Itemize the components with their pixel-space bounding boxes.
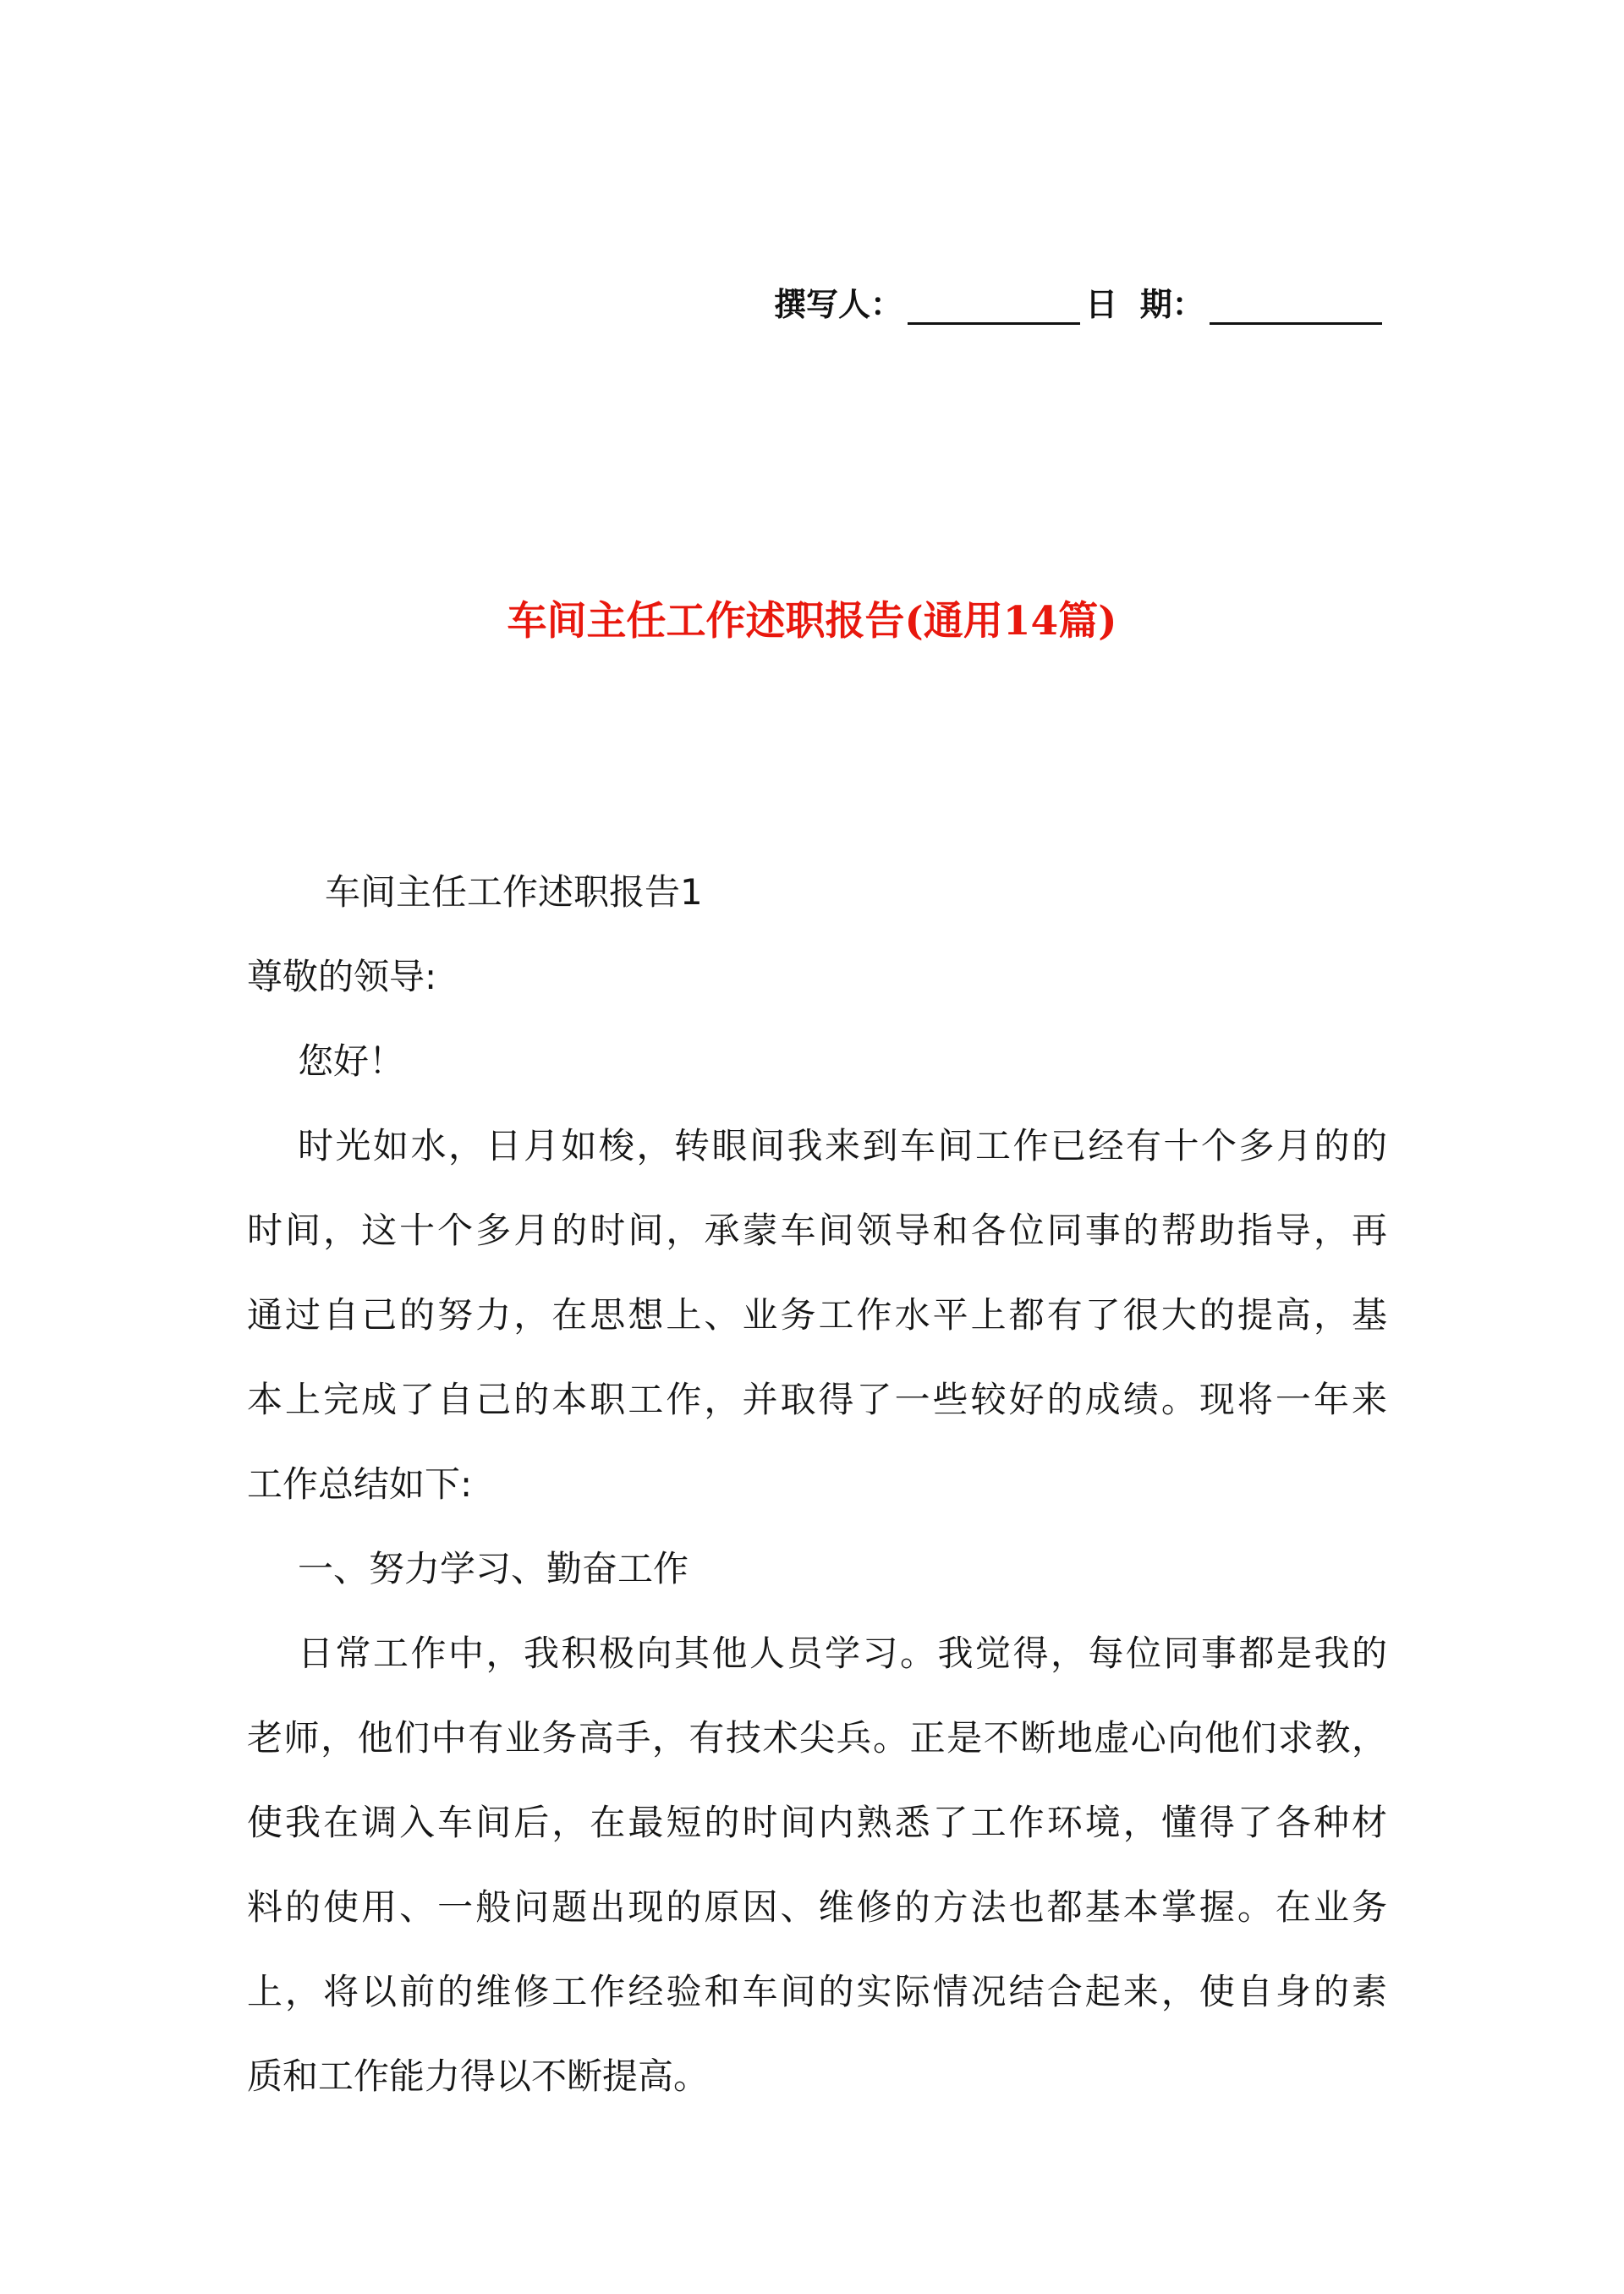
- date-label: 日 期：: [1085, 286, 1204, 323]
- author-date-line: [774, 279, 1387, 330]
- paragraph-line: 上，将以前的维修工作经验和车间的实际情况结合起来，使自身的素: [247, 1971, 1387, 2012]
- paragraph-line: 工作总结如下:: [247, 1463, 473, 1505]
- paragraph-line: 使我在调入车间后，在最短的时间内熟悉了工作环境，懂得了各种材: [247, 1802, 1387, 1843]
- writer-label: 撰写人：: [774, 286, 903, 323]
- subheading-study-work: 一、努力学习、勤奋工作: [298, 1548, 689, 1589]
- paragraph-line: 料的使用、一般问题出现的原因、维修的方法也都基本掌握。在业务: [247, 1886, 1387, 1928]
- salutation: 尊敬的领导:: [247, 956, 437, 997]
- paragraph-line: 日常工作中，我积极向其他人员学习。我觉得，每位同事都是我的: [298, 1633, 1387, 1674]
- paragraph-line: 老师，他们中有业务高手，有技术尖兵。正是不断地虚心向他们求教，: [247, 1717, 1387, 1759]
- document-title: 车间主任工作述职报告(通用14篇): [507, 598, 1117, 645]
- greeting: 您好！: [298, 1040, 405, 1082]
- paragraph-1: [247, 1104, 1387, 1527]
- date-blank: [1210, 285, 1382, 325]
- writer-blank: [908, 285, 1080, 325]
- document-body: [247, 850, 1387, 2119]
- paragraph-line: 时间，这十个多月的时间，承蒙车间领导和各位同事的帮助指导，再: [247, 1210, 1387, 1251]
- section-heading: 车间主任工作述职报告1: [325, 871, 703, 913]
- paragraph-line: 本上完成了自己的本职工作，并取得了一些较好的成绩。现将一年来: [247, 1379, 1387, 1420]
- paragraph-line: 时光如水，日月如梭，转眼间我来到车间工作已经有十个多月的的: [298, 1125, 1387, 1166]
- paragraph-line: 通过自己的努力，在思想上、业务工作水平上都有了很大的提高，基: [247, 1294, 1387, 1336]
- paragraph-2: [247, 1611, 1387, 2119]
- paragraph-line: 质和工作能力得以不断提高。: [247, 2055, 710, 2097]
